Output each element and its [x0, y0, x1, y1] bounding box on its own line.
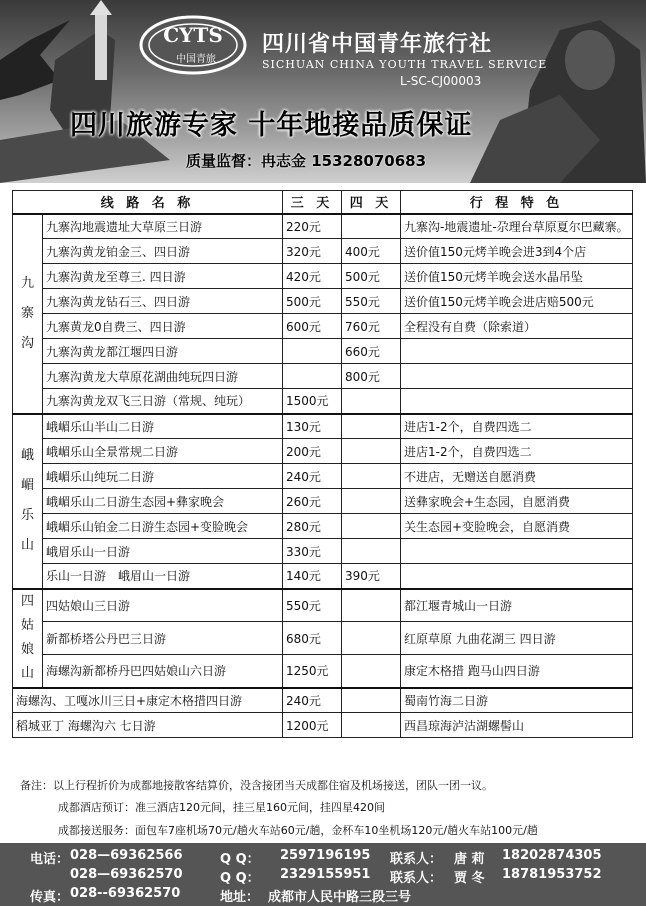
table-header-row [13, 191, 633, 214]
route-name: 新都桥塔公丹巴三日游 [43, 622, 283, 655]
price-four-day: 550元 [342, 289, 401, 314]
route-feature: 送价值150元烤羊晚会进3到4个店 [401, 239, 633, 264]
price-three-day: 220元 [283, 214, 342, 239]
license-number: L-SC-CJ00003 [400, 74, 482, 88]
price-three-day: 500元 [283, 289, 342, 314]
header-three-day: 三 天 [283, 191, 342, 214]
logo-script: 中国青旅 [176, 54, 216, 65]
routes-table [12, 190, 633, 738]
qq-label-1: Q Q： [220, 852, 260, 867]
address-label: 地址： [220, 890, 260, 905]
company-logo [138, 14, 248, 76]
table-row [13, 314, 633, 339]
route-name: 峨嵋乐山二日游生态园+彝家晚会 [43, 489, 283, 514]
price-four-day: 390元 [342, 564, 401, 589]
header-feature: 行 程 特 色 [401, 191, 633, 214]
route-name: 峨眉乐山一日游 [43, 539, 283, 564]
slogan: 四川旅游专家 十年地接品质保证 [70, 110, 473, 141]
table-row [13, 214, 633, 239]
price-three-day: 420元 [283, 264, 342, 289]
price-four-day [342, 713, 401, 738]
route-name: 九寨沟黄龙都江堰四日游 [43, 339, 283, 364]
table-row [13, 439, 633, 464]
price-three-day: 1500元 [283, 389, 342, 414]
price-three-day [283, 339, 342, 364]
price-three-day: 1200元 [283, 713, 342, 738]
region-label [13, 414, 43, 589]
fax-label: 传真： [30, 890, 70, 905]
contact-2-phone[interactable]: 18781953752 [502, 867, 602, 882]
route-name: 九寨沟黄龙钻石三、四日游 [43, 289, 283, 314]
route-name: 九寨沟黄龙至尊三. 四日游 [43, 264, 283, 289]
qq-1[interactable]: 2597196195 [280, 848, 371, 863]
route-feature: 蜀南竹海二日游 [401, 688, 633, 713]
price-three-day: 550元 [283, 589, 342, 622]
price-three-day: 320元 [283, 239, 342, 264]
header-banner [0, 0, 646, 183]
table-row [13, 389, 633, 414]
contact-1-phone[interactable]: 18202874305 [502, 848, 602, 863]
contact-footer [0, 843, 646, 906]
route-feature [401, 389, 633, 414]
table-row [13, 239, 633, 264]
route-name: 四姑娘山三日游 [43, 589, 283, 622]
route-feature: 全程没有自费（除索道） [401, 314, 633, 339]
price-three-day: 140元 [283, 564, 342, 589]
table-row [13, 489, 633, 514]
price-four-day [342, 464, 401, 489]
table-row [13, 364, 633, 389]
contact-1-name: 唐 莉 [454, 852, 485, 867]
table-row [13, 655, 633, 688]
table-row [13, 414, 633, 439]
note-transfer: 成都接送服务：面包车7座机场70元/趟火车站60元/趟，金杯车10坐机场120元/趟火车站100元/趟 [58, 824, 538, 837]
price-four-day [342, 414, 401, 439]
contact-label-1: 联系人： [390, 852, 443, 867]
route-name: 九寨沟地震遗址大草原三日游 [43, 214, 283, 239]
route-feature: 红原草原 九曲花湖三 四日游 [401, 622, 633, 655]
contact-2-name: 贾 冬 [454, 871, 485, 886]
price-four-day [342, 214, 401, 239]
header-route-name: 线 路 名 称 [13, 191, 283, 214]
table-row [13, 688, 633, 713]
price-four-day [342, 688, 401, 713]
svg-text:CYTS: CYTS [163, 23, 223, 47]
route-feature [401, 564, 633, 589]
qq-2[interactable]: 2329155951 [280, 867, 371, 882]
table-row [13, 514, 633, 539]
header-four-day: 四 天 [342, 191, 401, 214]
price-three-day: 280元 [283, 514, 342, 539]
route-feature: 送价值150元烤羊晚会送水晶吊坠 [401, 264, 633, 289]
price-four-day [342, 589, 401, 622]
price-three-day: 200元 [283, 439, 342, 464]
note-remark: 备注：以上行程折价为成都地接散客结算价，没含接团当天成都住宿及机场接送，团队一团一议。 [20, 779, 493, 792]
route-feature: 送价值150元烤羊晚会进店赔500元 [401, 289, 633, 314]
region-text: 峨嵋乐山 [20, 448, 34, 553]
price-four-day [342, 622, 401, 655]
route-name: 海螺沟、工嘎冰川三日+康定木格措四日游 [13, 688, 283, 713]
table-row [13, 564, 633, 589]
price-four-day [342, 514, 401, 539]
note-hotel: 成都酒店预订：准三酒店120元间，挂三星160元间，挂四星420间 [58, 801, 385, 814]
price-three-day: 600元 [283, 314, 342, 339]
table-row [13, 464, 633, 489]
price-four-day: 400元 [342, 239, 401, 264]
route-feature [401, 539, 633, 564]
address: 成都市人民中路三段三号 [268, 890, 412, 905]
table-row [13, 713, 633, 738]
route-feature: 西昌琼海泸沽湖螺髻山 [401, 713, 633, 738]
region-label [13, 214, 43, 414]
qq-label-2: Q Q： [220, 871, 260, 886]
price-three-day: 260元 [283, 489, 342, 514]
company-name-cn: 四川省中国青年旅行社 [262, 32, 493, 57]
region-text: 四姑娘山 [20, 593, 34, 681]
route-feature [401, 339, 633, 364]
quality-supervisor: 质量监督：冉志金 15328070683 [186, 152, 427, 170]
route-name: 峨嵋乐山铂金二日游生态园+变脸晚会 [43, 514, 283, 539]
price-four-day [342, 539, 401, 564]
route-name: 海螺沟新都桥丹巴四姑娘山六日游 [43, 655, 283, 688]
price-three-day: 130元 [283, 414, 342, 439]
table-row [13, 622, 633, 655]
price-four-day: 500元 [342, 264, 401, 289]
route-name: 九寨黄龙0自费三、四日游 [43, 314, 283, 339]
price-four-day [342, 489, 401, 514]
route-name: 九寨沟黄龙铂金三、四日游 [43, 239, 283, 264]
company-name-en: SICHUAN CHINA YOUTH TRAVEL SERVICE [262, 58, 548, 71]
price-four-day [342, 655, 401, 688]
price-three-day: 240元 [283, 464, 342, 489]
price-three-day [283, 364, 342, 389]
route-feature: 不进店，无赠送自愿消费 [401, 464, 633, 489]
route-feature: 康定木格措 跑马山四日游 [401, 655, 633, 688]
price-four-day [342, 389, 401, 414]
region-label [13, 589, 43, 688]
route-name: 九寨沟黄龙双飞三日游（常规、纯玩） [43, 389, 283, 414]
price-three-day: 240元 [283, 688, 342, 713]
table-row [13, 539, 633, 564]
route-feature: 都江堰青城山一日游 [401, 589, 633, 622]
route-name: 九寨沟黄龙大草原花湖曲纯玩四日游 [43, 364, 283, 389]
route-feature: 送彝家晚会+生态园，自愿消费 [401, 489, 633, 514]
route-feature: 关生态园+变脸晚会，自愿消费 [401, 514, 633, 539]
route-name: 峨嵋乐山半山二日游 [43, 414, 283, 439]
price-three-day: 330元 [283, 539, 342, 564]
contact-label-2: 联系人： [390, 871, 443, 886]
route-name: 乐山一日游 峨眉山一日游 [43, 564, 283, 589]
table-row [13, 289, 633, 314]
route-name: 稻城亚丁 海螺沟六 七日游 [13, 713, 283, 738]
fax-number[interactable]: 028--69362570 [70, 886, 181, 901]
price-three-day: 1250元 [283, 655, 342, 688]
tel-1[interactable]: 028—69362566 [70, 848, 183, 863]
price-four-day: 760元 [342, 314, 401, 339]
route-feature: 九寨沟-地震遗址-尕理台草原夏尔巴藏寨。 [401, 214, 633, 239]
route-feature [401, 364, 633, 389]
price-four-day: 660元 [342, 339, 401, 364]
table-row [13, 339, 633, 364]
route-feature: 进店1-2个，自费四选二 [401, 439, 633, 464]
tel-2[interactable]: 028—69362570 [70, 867, 183, 882]
price-three-day: 680元 [283, 622, 342, 655]
route-feature: 进店1-2个，自费四选二 [401, 414, 633, 439]
route-name: 峨嵋乐山全景常规二日游 [43, 439, 283, 464]
region-text: 九寨沟 [20, 275, 34, 351]
price-four-day: 800元 [342, 364, 401, 389]
price-four-day [342, 439, 401, 464]
table-row [13, 589, 633, 622]
table-row [13, 264, 633, 289]
route-name: 峨嵋乐山纯玩二日游 [43, 464, 283, 489]
tel-label: 电话： [30, 852, 70, 867]
